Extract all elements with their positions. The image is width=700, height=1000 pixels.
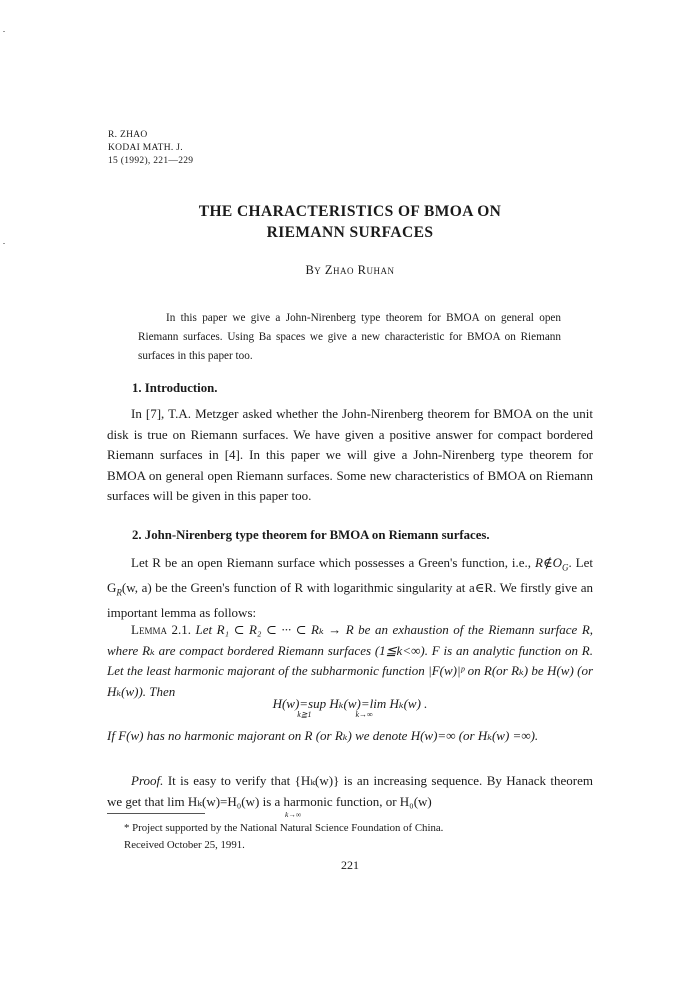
sec2-text-b: R∉O — [535, 555, 562, 570]
eq-sub-sup: k≧1 — [297, 710, 312, 719]
section-2-heading: 2. John-Nirenberg type theorem for BMOA on Riemann surfaces. — [132, 528, 490, 542]
proof-block — [107, 771, 593, 818]
footnotes — [124, 820, 443, 854]
footnote-received: Received October 25, 1991. — [124, 839, 245, 851]
page-number: 221 — [341, 858, 359, 872]
sec2-sub-b: G — [561, 562, 569, 573]
footnote-funding: * Project supported by the National Natural Science Foundation of China. — [124, 822, 444, 834]
sec2-text-d: (w, a) be the Green's function of R with logarithmic singularity at a∈R. We firstly give an important lemma as follows: — [107, 580, 593, 621]
equation-subscripts — [0, 710, 700, 719]
sec2-text-a: Let R be an open Riemann surface which possesses a Green's function, i.e., — [131, 555, 532, 570]
section-1-heading: 1. Introduction. — [132, 381, 218, 395]
proof-text: It is easy to verify that {Hₖ(w)} is an increasing sequence. By Hanack theorem we get that lim Hₖ(w)=H₀(w) is a harmonic function, or H₀(w) — [107, 773, 593, 809]
proof-label: Proof. — [131, 773, 164, 788]
eq-sub-lim: k→∞ — [355, 710, 373, 719]
author-name: Zhao Ruhan — [324, 263, 395, 277]
header-author: R. ZHAO — [108, 130, 148, 140]
sec2-sub-c: R — [116, 587, 122, 598]
equation-text: H(w)=sup Hₖ(w)=lim Hₖ(w) . — [272, 696, 428, 711]
lemma-tail — [107, 726, 593, 747]
title-line-1: THE CHARACTERISTICS OF BMOA ON — [198, 203, 502, 220]
paper-title — [0, 201, 700, 243]
journal-header — [108, 129, 193, 168]
header-journal: KODAI MATH. J. — [108, 143, 183, 153]
lemma-label: Lemma 2.1. — [131, 622, 191, 637]
abstract-text: In this paper we give a John-Nirenberg type theorem for BMOA on general open Riemann surfaces. Using Ba spaces we give a new characteristic for BMOA on Riemann surfaces in this paper too. — [138, 312, 561, 362]
section-2-paragraph — [107, 553, 593, 624]
footnote-rule — [107, 813, 205, 814]
lemma-text-2: If F(w) has no harmonic majorant on R (or Rₖ) we denote H(w)=∞ (or Hₖ(w) =∞). — [107, 728, 539, 743]
abstract — [138, 309, 561, 366]
lemma-equation — [0, 696, 700, 719]
proof-lim-sub: k→∞ — [285, 810, 302, 819]
sec2-text-c: . Let G — [107, 555, 594, 596]
lemma-text-1: Let R₁ ⊂ R₂ ⊂ ··· ⊂ Rₖ → R be an exhaustion of the Riemann surface R, where Rₖ are compact bordered Riemann surfaces (1≦k<∞). F is an analytic function on R. Let the least harmonic majorant of the subharmonic function |F(w)|ᵖ on R(or Rₖ) be H(w) (or Hₖ(w)). Then — [107, 622, 594, 699]
scan-mark — [3, 243, 5, 244]
lemma-block — [107, 620, 593, 702]
proof-paragraph — [107, 771, 593, 812]
header-volume: 15 (1992), 221—229 — [108, 156, 194, 166]
byline-by: By — [305, 263, 322, 277]
title-line-2: RIEMANN SURFACES — [266, 224, 434, 241]
section-1-body — [107, 404, 593, 507]
scan-mark — [3, 31, 5, 32]
section-2-body — [107, 553, 593, 624]
intro-paragraph: In [7], T.A. Metzger asked whether the John-Nirenberg theorem for BMOA on the unit disk is true on Riemann surfaces. We have given a positive answer for compact bordered Riemann surfaces in [4]. In this paper we will give a John-Nirenberg type theorem for BMOA on general open Riemann surfaces. Some new characteristics of BMOA on Riemann surfaces will be given in this paper too. — [107, 406, 593, 503]
lemma-statement — [107, 620, 593, 702]
byline — [0, 263, 700, 278]
